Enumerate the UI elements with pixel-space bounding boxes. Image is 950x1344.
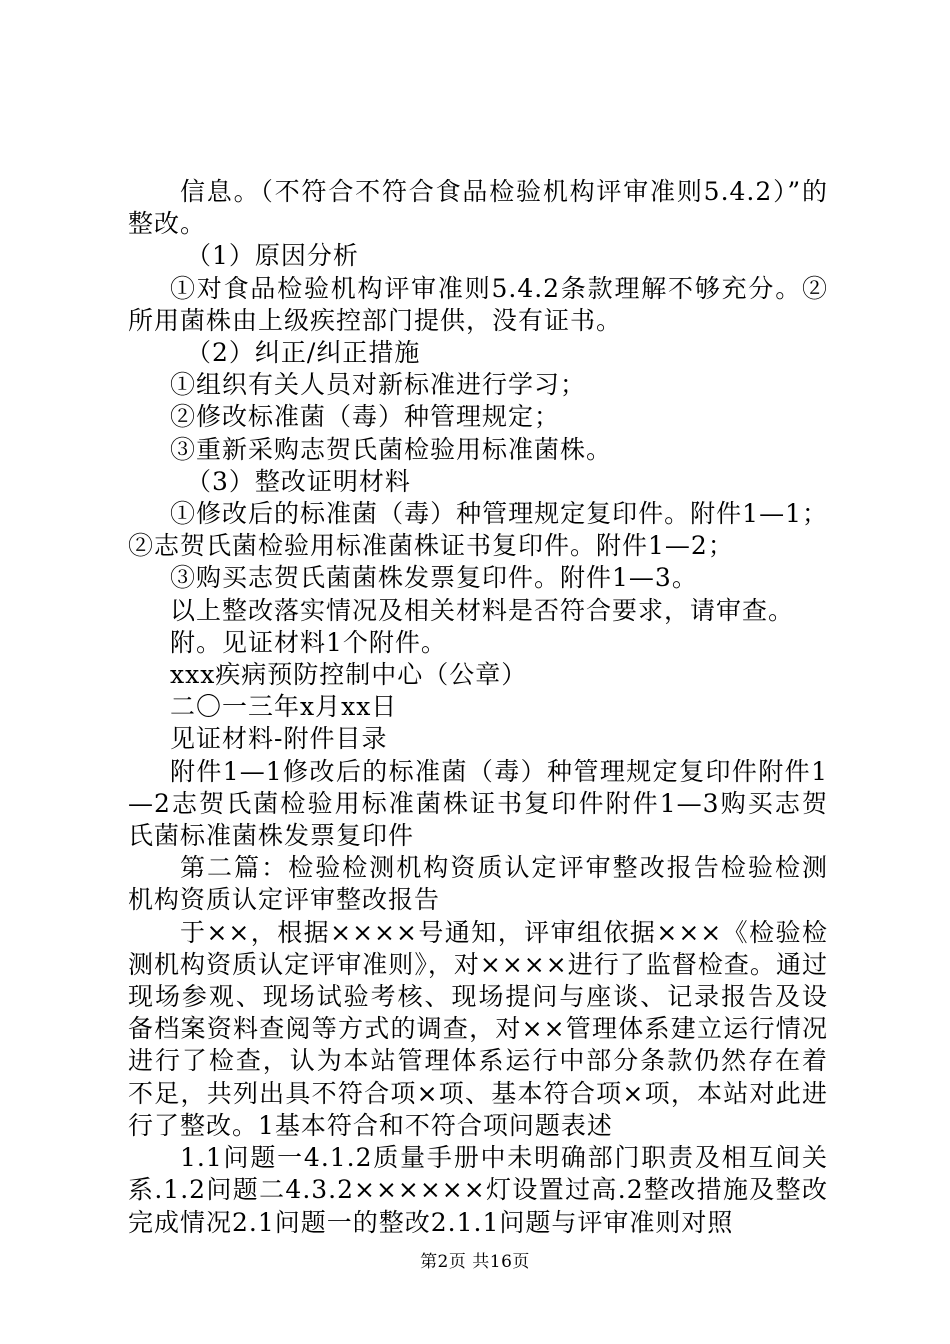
paragraph: 以上整改落实情况及相关材料是否符合要求，请审查。 — [170, 595, 795, 625]
list-item: ①组织有关人员对新标准进行学习； — [170, 370, 587, 400]
list-item: ②修改标准菌（毒）种管理规定； — [170, 402, 561, 432]
section-heading: （1）原因分析 — [186, 241, 359, 271]
section-heading: （2）纠正/纠正措施 — [186, 338, 421, 368]
appendix-list: 附件1—1修改后的标准菌（毒）种管理规定复印件附件1—2志贺氏菌检验用标准菌株证书复印件附件1—3购买志贺氏菌标准菌株发票复印件 — [128, 756, 828, 851]
paragraph: ①对食品检验机构评审准则5.4.2条款理解不够充分。②所用菌株由上级疾控部门提供，没有证书。 — [128, 273, 828, 335]
section-heading: （3）整改证明材料 — [186, 466, 411, 496]
paragraph: 于××，根据××××号通知，评审组依据×××《检验检测机构资质认定评审准则》，对××××进行了监督检查。通过现场参观、现场试验考核、现场提问与座谈、记录报告及设备档案资料查阅等方式的调查，对××管理体系建立运行情况进行了检查，认为本站管理体系运行中部分条款仍然存在着不足，共列出具不符合项×项、基本符合项×项，本站对此进行了整改。1基本符合和不符合项问题表述 — [128, 917, 828, 1140]
page-number-footer: 第2页 共16页 — [420, 1252, 530, 1272]
signature-organization: xxx疾病预防控制中心（公章） — [170, 660, 528, 690]
list-item: ③购买志贺氏菌菌株发票复印件。附件1—3。 — [170, 563, 698, 593]
paragraph: 信息。（不符合不符合食品检验机构评审准则5.4.2）”的整改。 — [128, 177, 828, 239]
signature-date: 二〇一三年x月xx日 — [170, 692, 398, 722]
list-item: ①修改后的标准菌（毒）种管理规定复印件。附件1—1；②志贺氏菌检验用标准菌株证书复印件。附件1—2； — [128, 499, 828, 561]
document-body — [128, 176, 828, 1239]
list-item: ③重新采购志贺氏菌检验用标准菌株。 — [170, 434, 613, 464]
paragraph: 1.1问题一4.1.2质量手册中未明确部门职责及相互间关系.1.2问题二4.3.2××××××灯设置过高.2整改措施及整改完成情况2.1问题一的整改2.1.1问题与评审准则对照 — [128, 1143, 828, 1237]
chapter-title: 第二篇：检验检测机构资质认定评审整改报告检验检测机构资质认定评审整改报告 — [128, 853, 828, 915]
appendix-title: 见证材料-附件目录 — [170, 724, 388, 754]
paragraph: 附。见证材料1个附件。 — [170, 627, 447, 657]
